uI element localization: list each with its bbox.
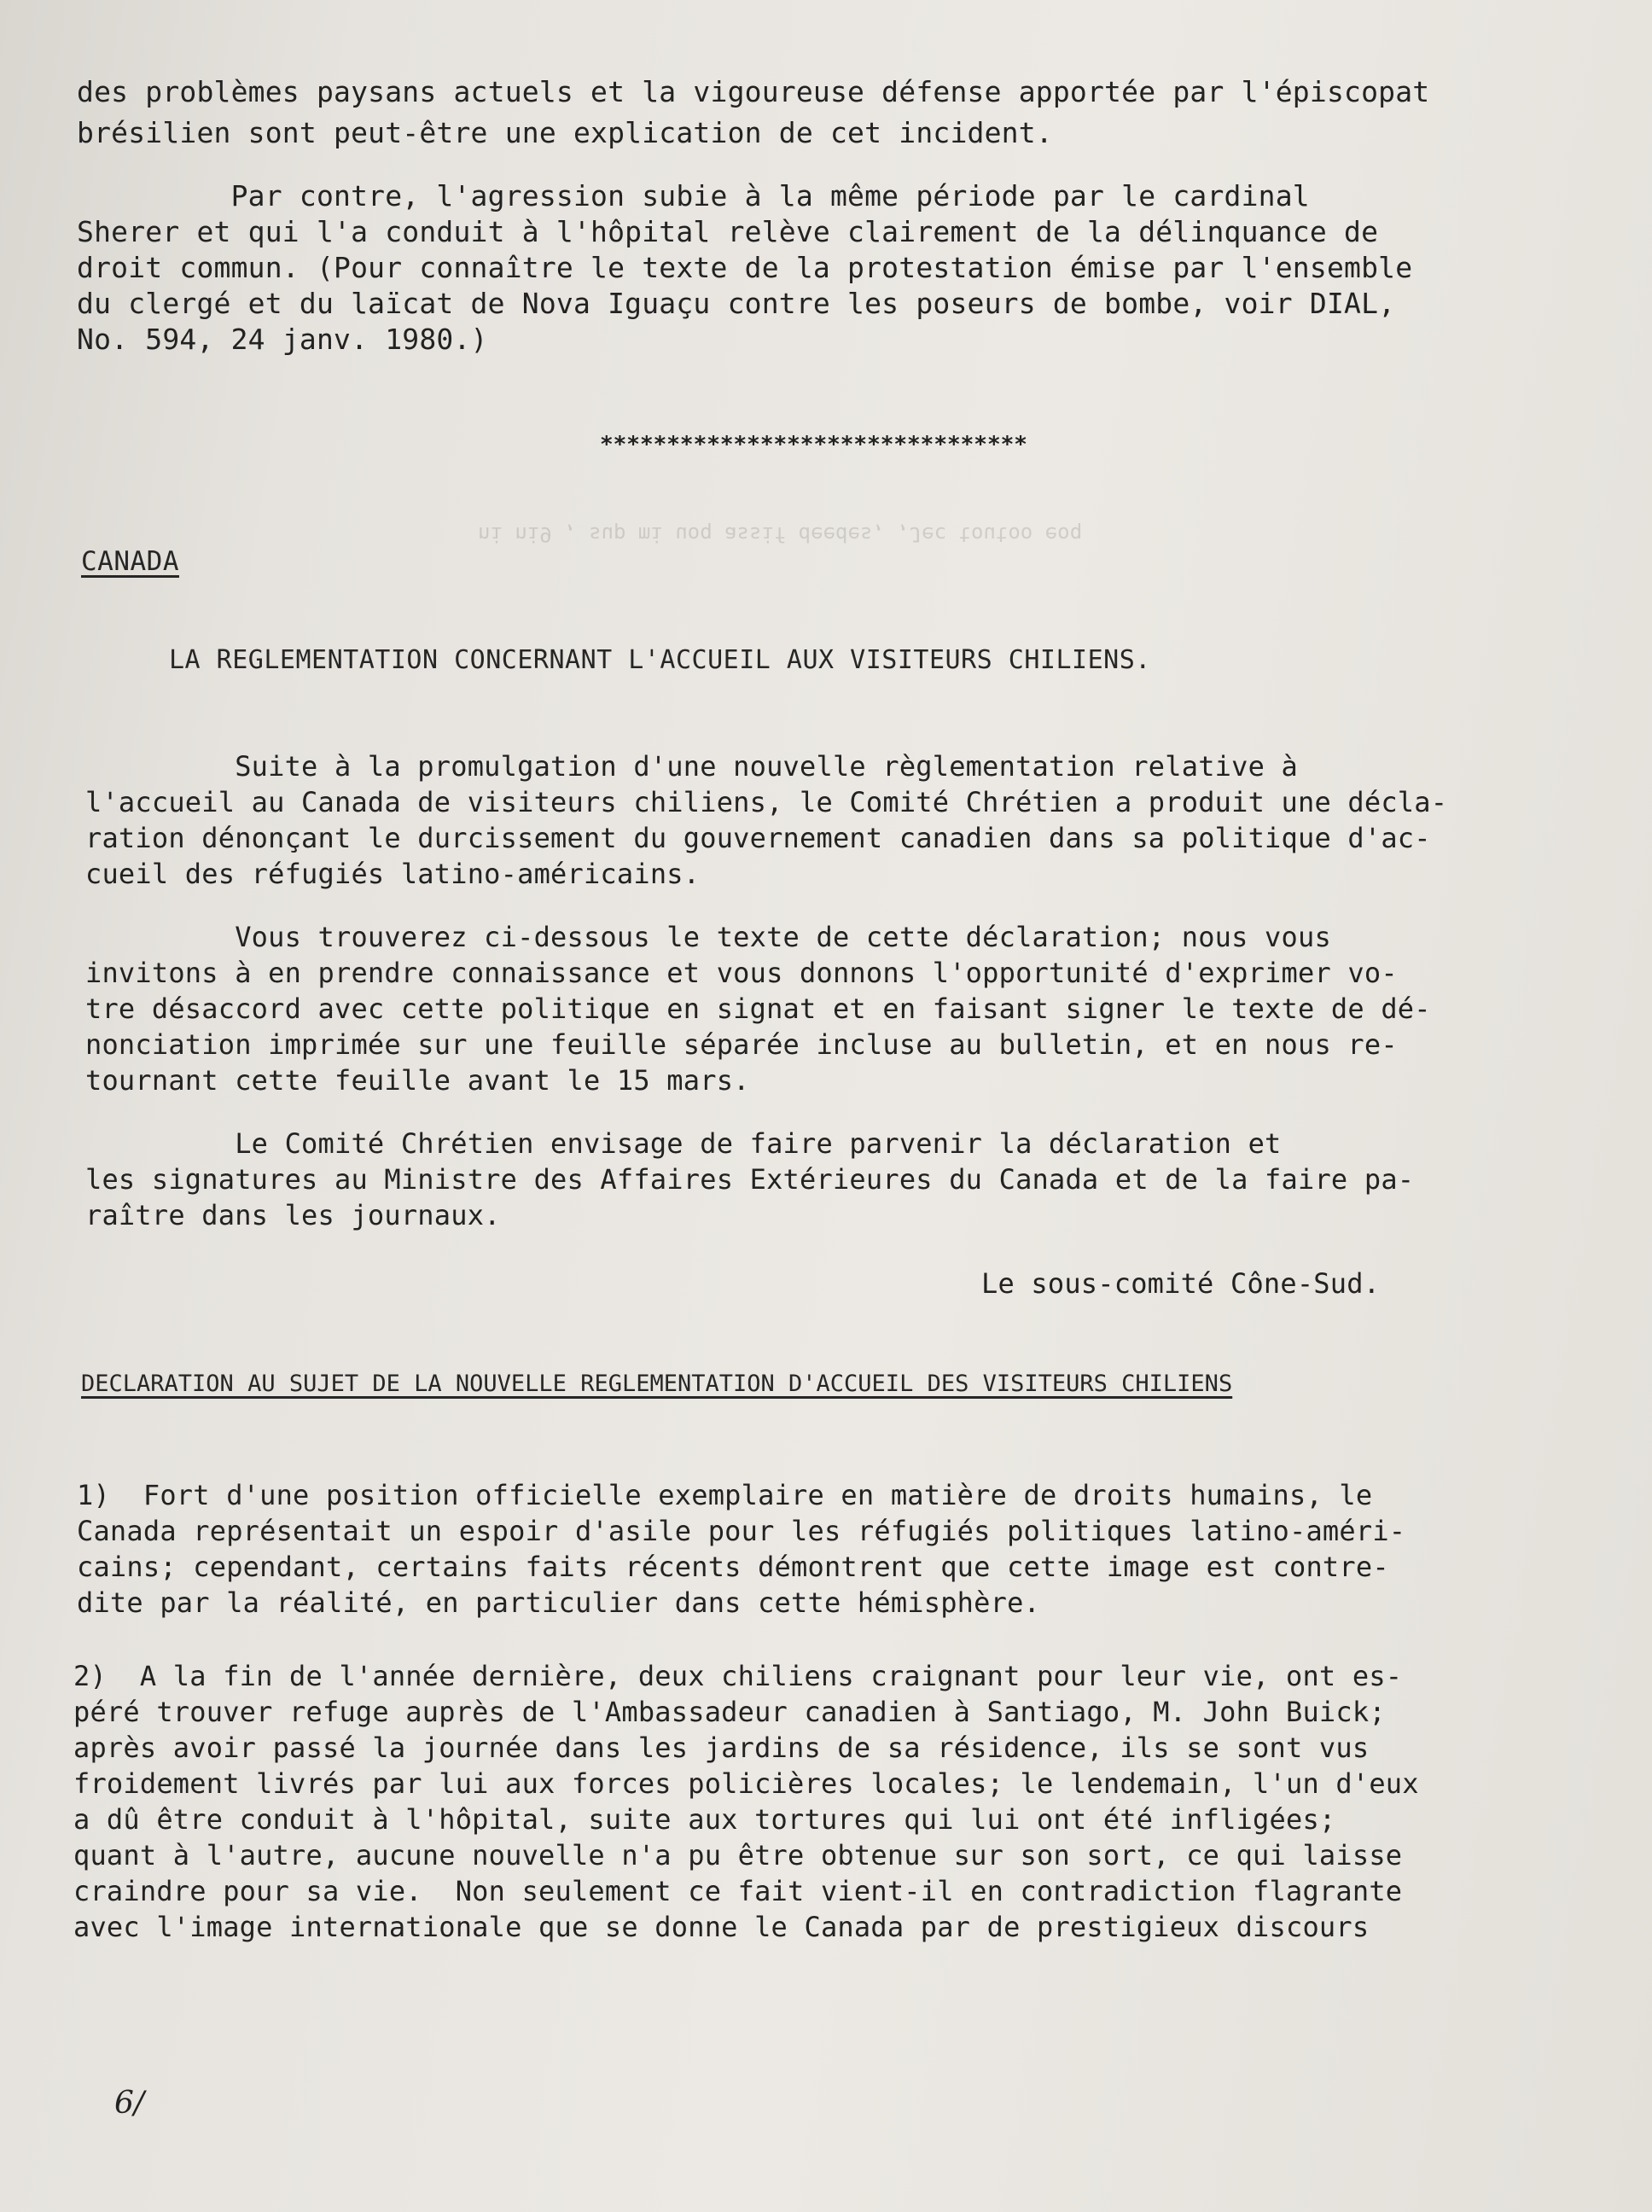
intro-line: brésilien sont peut-être une explication de cet incident. [77, 116, 1053, 149]
vous-line: invitons à en prendre connaissance et vous donnons l'opportunité d'exprimer vo- [85, 957, 1398, 989]
sherer-line: No. 594, 24 janv. 1980.) [77, 323, 488, 356]
point1-line: dite par la réalité, en particulier dans cette hémisphère. [77, 1586, 1041, 1619]
vous-line: Vous trouverez ci-dessous le texte de cette déclaration; nous vous [85, 921, 1331, 953]
point2-line: avec l'image internationale que se donne le Canada par de prestigieux discours [73, 1911, 1370, 1943]
point2-line: après avoir passé la journée dans les jardins de sa résidence, ils se sont vus [73, 1732, 1370, 1764]
sherer-line: du clergé et du laïcat de Nova Iguaçu contre les poseurs de bombe, voir DIAL, [77, 287, 1396, 320]
section-label: CANADA [81, 546, 179, 577]
point2-line: a dû être conduit à l'hôpital, suite aux tortures qui lui ont été infligées; [73, 1803, 1336, 1836]
point2-line: quant à l'autre, aucune nouvelle n'a pu être obtenue sur son sort, ce qui laisse [73, 1839, 1403, 1871]
point2-line: péré trouver refuge auprès de l'Ambassadeur canadien à Santiago, M. John Buick; [73, 1696, 1386, 1728]
signature: Le sous-comité Cône-Sud. [981, 1267, 1381, 1300]
vous-line: tournant cette feuille avant le 15 mars. [85, 1064, 750, 1097]
comite-line: Le Comité Chrétien envisage de faire parvenir la déclaration et [85, 1127, 1282, 1160]
suite-line: ration dénonçant le durcissement du gouvernement canadien dans sa politique d'ac- [85, 822, 1431, 854]
sherer-line: Par contre, l'agression subie à la même période par le cardinal [77, 179, 1310, 212]
point1-line: Canada représentait un espoir d'asile pour les réfugiés politiques latino-améri- [77, 1515, 1406, 1547]
point2-line: craindre pour sa vie. Non seulement ce fait vient-il en contradiction flagrante [73, 1875, 1403, 1907]
page-number: 6/ [114, 2086, 145, 2121]
bleed-through-text: ni ni9 , sup mi uoq assif deedes, ,Jec toutoo eoq [478, 522, 1083, 546]
point2-line: 2) A la fin de l'année dernière, deux chiliens craignant pour leur vie, ont es- [73, 1660, 1403, 1692]
suite-line: cueil des réfugiés latino-américains. [85, 858, 701, 890]
vous-line: nonciation imprimée sur une feuille séparée incluse au bulletin, et en nous re- [85, 1028, 1398, 1061]
suite-line: Suite à la promulgation d'une nouvelle règlementation relative à [85, 750, 1298, 783]
point1-line: cains; cependant, certains faits récents démontrent que cette image est contre- [77, 1551, 1389, 1583]
star-separator: ******************************** [600, 432, 1027, 457]
point2-line: froidement livrés par lui aux forces policières locales; le lendemain, l'un d'eux [73, 1767, 1419, 1800]
vous-line: tre désaccord avec cette politique en signat et en faisant signer le texte de dé- [85, 992, 1431, 1025]
point1-line: 1) Fort d'une position officielle exemplaire en matière de droits humains, le [77, 1479, 1373, 1511]
sherer-line: Sherer et qui l'a conduit à l'hôpital relève clairement de la délinquance de [77, 215, 1379, 248]
comite-line: raître dans les journaux. [85, 1199, 501, 1231]
section-title: LA REGLEMENTATION CONCERNANT L'ACCUEIL AUX VISITEURS CHILIENS. [169, 645, 1151, 675]
suite-line: l'accueil au Canada de visiteurs chiliens, le Comité Chrétien a produit une décla- [85, 786, 1448, 818]
sherer-line: droit commun. (Pour connaître le texte de la protestation émise par l'ensemble [77, 251, 1413, 284]
intro-line: des problèmes paysans actuels et la vigoureuse défense apportée par l'épiscopat [77, 75, 1430, 108]
declaration-heading: DECLARATION AU SUJET DE LA NOUVELLE REGLEMENTATION D'ACCUEIL DES VISITEURS CHILIENS [81, 1371, 1233, 1397]
comite-line: les signatures au Ministre des Affaires Extérieures du Canada et de la faire pa- [85, 1163, 1415, 1196]
